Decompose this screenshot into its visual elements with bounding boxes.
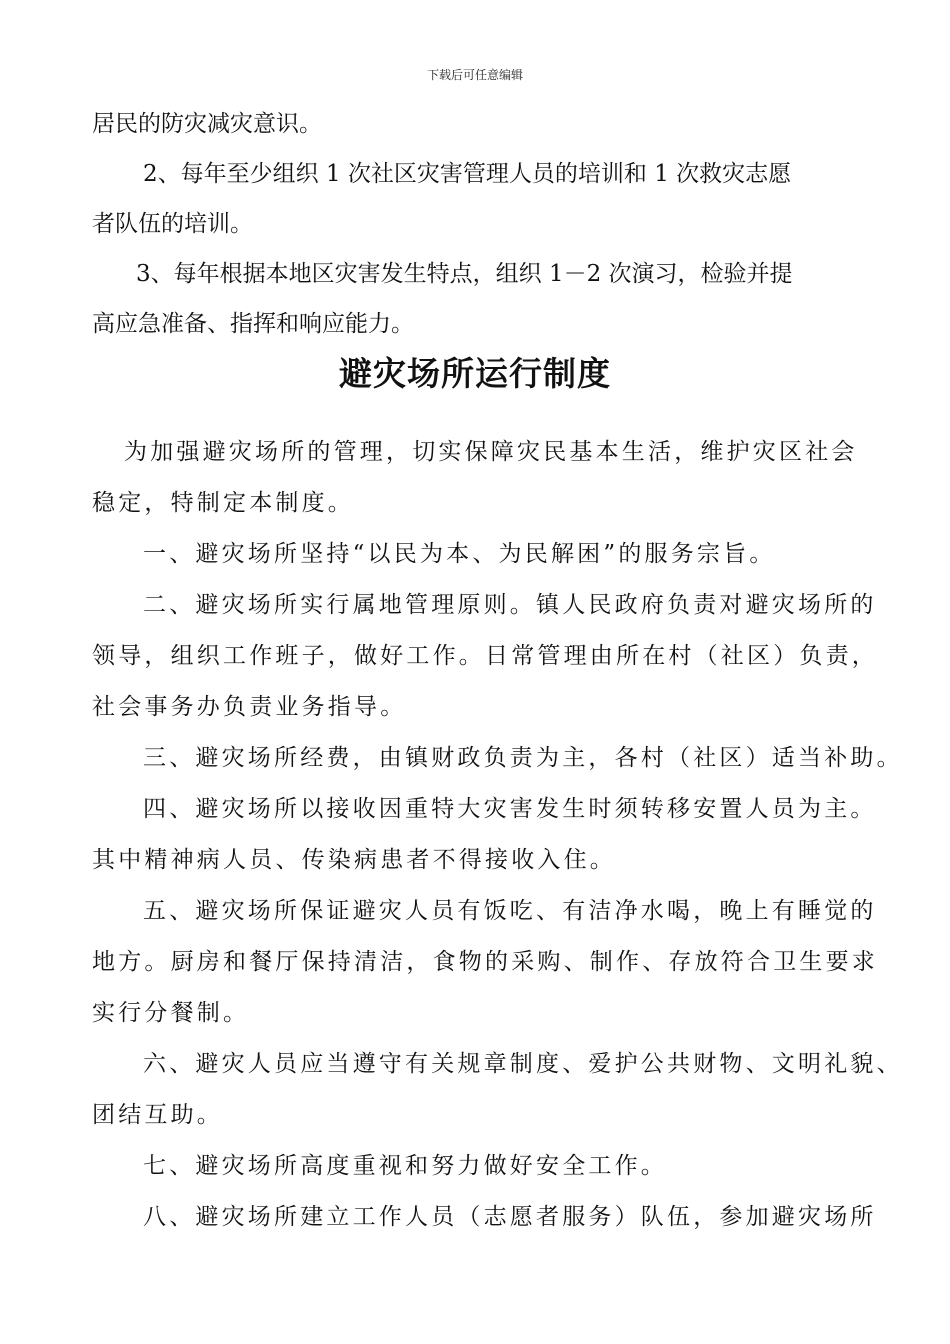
paragraph-line: 稳定，特制定本制度。: [92, 490, 354, 516]
paragraph-line: 六、避灾人员应当遵守有关规章制度、爱护公共财物、文明礼貌、: [143, 1051, 903, 1077]
paragraph-line: 七、避灾场所高度重视和努力做好安全工作。: [143, 1153, 667, 1179]
paragraph-line: 四、避灾场所以接收因重特大灾害发生时须转移安置人员为主。: [143, 796, 877, 822]
paragraph-line: 社会事务办负责业务指导。: [92, 694, 407, 720]
paragraph-line: 团结互助。: [92, 1102, 223, 1128]
paragraph-line: 三、避灾场所经费，由镇财政负责为主，各村（社区）适当补助。: [143, 745, 903, 771]
paragraph-line: 为加强避灾场所的管理，切实保障灾民基本生活，维护灾区社会: [124, 439, 858, 465]
paragraph-line: 八、避灾场所建立工作人员（志愿者服务）队伍，参加避灾场所: [143, 1204, 877, 1230]
section-title: 避灾场所运行制度: [339, 354, 611, 393]
paragraph-line: 其中精神病人员、传染病患者不得接收入住。: [92, 847, 616, 873]
paragraph-line: 地方。厨房和餐厅保持清洁，食物的采购、制作、存放符合卫生要求: [92, 949, 878, 975]
paragraph-line: 者队伍的培训。: [92, 211, 253, 237]
paragraph-line: 五、避灾场所保证避灾人员有饭吃、有洁净水喝，晚上有睡觉的: [143, 898, 877, 924]
paragraph-line: 二、避灾场所实行属地管理原则。镇人民政府负责对避灾场所的: [143, 592, 877, 618]
paragraph-line: 一、避灾场所坚持“以民为本、为民解困”的服务宗旨。: [143, 541, 776, 567]
page-header-note: 下载后可任意编辑: [426, 68, 523, 82]
paragraph-line: 3、每年根据本地区灾害发生特点，组织 1－2 次演习，检验并提: [136, 261, 793, 287]
paragraph-line: 居民的防灾减灾意识。: [92, 111, 322, 137]
paragraph-line: 实行分餐制。: [92, 1000, 250, 1026]
paragraph-line: 2、每年至少组织 1 次社区灾害管理人员的培训和 1 次救灾志愿: [143, 161, 792, 187]
paragraph-line: 高应急准备、指挥和响应能力。: [92, 311, 414, 337]
paragraph-line: 领导，组织工作班子，做好工作。日常管理由所在村（社区）负责，: [92, 643, 878, 669]
